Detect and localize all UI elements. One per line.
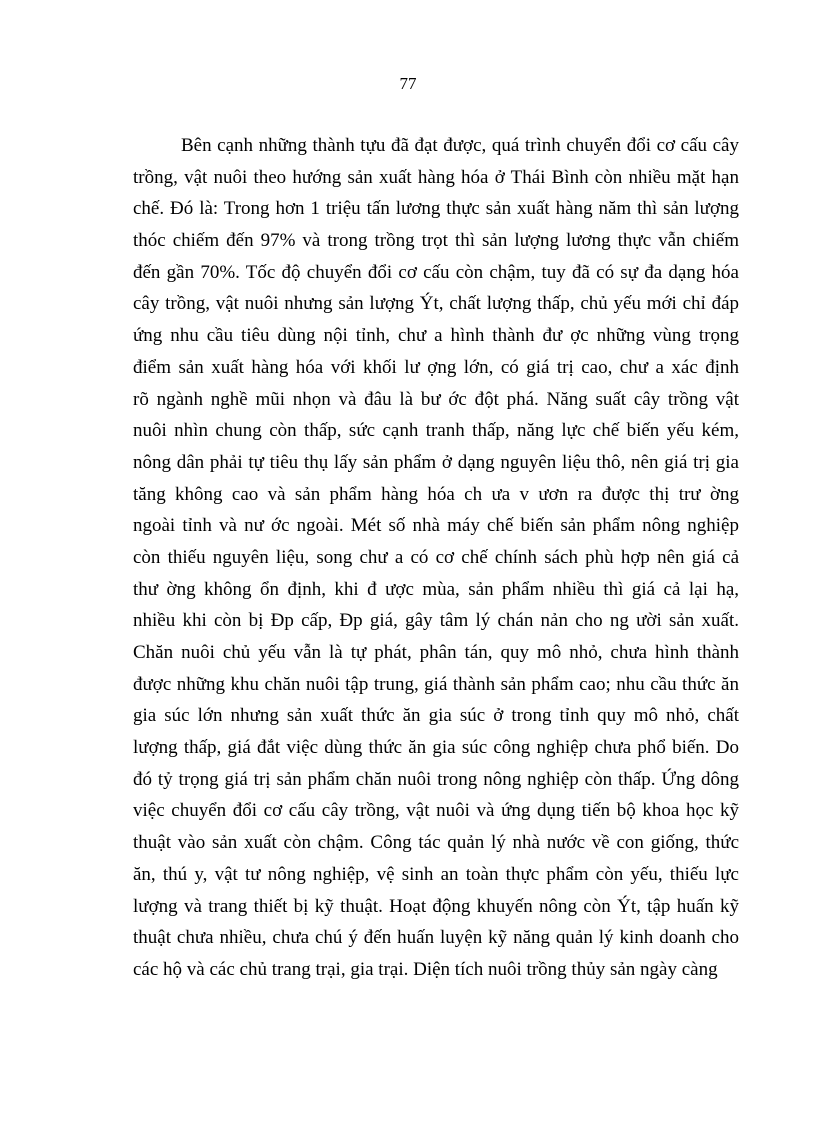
text-line: thuật vào sản xuất còn chậm. Công tác quản lý nhà nước về con giống, thức <box>133 832 739 854</box>
page-number: 77 <box>399 74 417 93</box>
text-line: thư ờng không ổn định, khi đ ược mùa, sản phẩm nhiều thì giá cả lại hạ, <box>133 578 739 600</box>
text-line: cây trồng, vật nuôi nhưng sản lượng Ýt, chất lượng thấp, chủ yếu mới chỉ đáp <box>133 293 739 315</box>
text-line: thóc chiếm đến 97% và trong trồng trọt thì sản lượng lương thực vẫn chiếm <box>133 230 739 252</box>
text-line: đến gần 70%. Tốc độ chuyển đổi cơ cấu còn chậm, tuy đã có sự đa dạng hóa <box>133 261 739 283</box>
text-line: rõ ngành nghề mũi nhọn và đâu là bư ớc đột phá. Năng suất cây trồng vật <box>133 388 739 410</box>
text-line: điểm sản xuất hàng hóa với khối lư ợng lớn, có giá trị cao, chư a xác định <box>133 356 739 378</box>
text-line: ăn, thú y, vật tư nông nghiệp, vệ sinh an toàn thực phẩm còn yếu, thiếu lực <box>133 863 739 885</box>
text-line: nhiều khi còn bị Ðp cấp, Ðp giá, gây tâm lý chán nản cho ng ười sản xuất. <box>133 610 739 632</box>
text-line: gia súc lớn nhưng sản xuất thức ăn gia súc ở trong tỉnh quy mô nhỏ, chất <box>133 705 739 727</box>
text-line: lượng và trang thiết bị kỹ thuật. Hoạt động khuyến nông còn Ýt, tập huấn kỹ <box>133 895 739 917</box>
text-line: chế. Đó là: Trong hơn 1 triệu tấn lương thực sản xuất hàng năm thì sản lượng <box>133 198 739 220</box>
text-line: Bên cạnh những thành tựu đã đạt được, quá trình chuyển đổi cơ cấu cây <box>181 135 739 156</box>
body-paragraph <box>133 130 739 986</box>
text-line: được những khu chăn nuôi tập trung, giá thành sản phẩm cao; nhu cầu thức ăn <box>133 673 739 695</box>
text-line: nuôi nhìn chung còn thấp, sức cạnh tranh thấp, năng lực chế biến yếu kém, <box>133 420 739 442</box>
text-line: Chăn nuôi chủ yếu vẫn là tự phát, phân tán, quy mô nhỏ, chưa hình thành <box>133 642 739 663</box>
text-line: ngoài tỉnh và nư ớc ngoài. Mét số nhà máy chế biến sản phẩm nông nghiệp <box>133 515 739 537</box>
text-line: nông dân phải tự tiêu thụ lấy sản phẩm ở dạng nguyên liệu thô, nên giá trị gia <box>133 451 739 473</box>
text-line: tăng không cao và sản phẩm hàng hóa ch ưa v ươn ra được thị trư ờng <box>133 483 739 505</box>
text-line: ứng nhu cầu tiêu dùng nội tỉnh, chư a hình thành đư ợc những vùng trọng <box>133 325 739 347</box>
text-line: còn thiếu nguyên liệu, song chư a có cơ chế chính sách phù hợp nên giá cả <box>133 546 739 568</box>
text-line: đó tỷ trọng giá trị sản phẩm chăn nuôi trong nông nghiệp còn thấp. Ứng dông <box>133 768 739 790</box>
text-line: việc chuyển đổi cơ cấu cây trồng, vật nuôi và ứng dụng tiến bộ khoa học kỹ <box>133 800 739 822</box>
text-line: lượng thấp, giá đắt việc dùng thức ăn gia súc công nghiệp chưa phổ biến. Do <box>133 737 739 759</box>
text-line: trồng, vật nuôi theo hướng sản xuất hàng hóa ở Thái Bình còn nhiều mặt hạn <box>133 166 739 188</box>
text-line: các hộ và các chủ trang trại, gia trại. Diện tích nuôi trồng thủy sản ngày càng <box>133 958 718 980</box>
text-line: thuật chưa nhiều, chưa chú ý đến huấn luyện kỹ năng quản lý kinh doanh cho <box>133 927 739 949</box>
